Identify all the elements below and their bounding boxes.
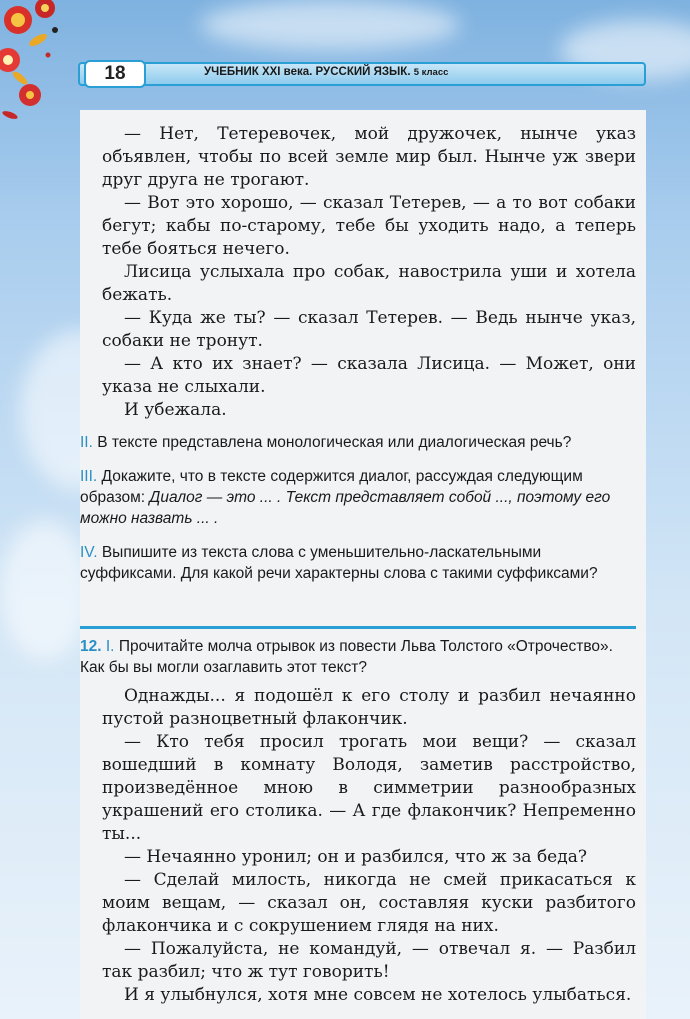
task-numeral: III.	[80, 468, 98, 485]
story-paragraph: — Нет, Тетеревочек, мой дружочек, нынче указ объявлен, чтобы по всей земле мир был. Нынче уж звери друг друга не трогают.	[102, 124, 636, 190]
exercise-number: 12.	[80, 638, 102, 655]
task-iv	[80, 542, 636, 584]
grade-label: 5 класс	[413, 67, 449, 78]
task-iii	[80, 466, 636, 529]
story-paragraph: — Сделай милость, никогда не смей прикасаться к моим вещам, — сказал он, составляя куски разбитого флакончика и с сокрушением глядя на них.	[102, 870, 636, 936]
task-text: В тексте представлена монологическая или диалогическая речь?	[97, 434, 572, 451]
story-excerpt-1	[102, 123, 636, 422]
book-title-text: УЧЕБНИК XXI века. РУССКИЙ ЯЗЫК.	[204, 66, 411, 78]
task-numeral: II.	[80, 434, 93, 451]
cloud	[200, 0, 460, 50]
story-paragraph: — Нечаянно уронил; он и разбился, что ж за беда?	[124, 847, 587, 867]
task-text: Докажите, что в тексте содержится диалог, рассуждая следующим образом:	[80, 468, 583, 506]
floral-ornament-icon	[0, 0, 80, 130]
task-text: Прочитайте молча отрывок из повести Льва Толстого «Отрочество». Как бы вы могли озаглавить этот текст?	[80, 638, 613, 676]
task-numeral: I.	[105, 638, 115, 655]
story-excerpt-2	[102, 685, 636, 1007]
task-ii	[80, 432, 636, 453]
story-paragraph: — Пожалуйста, не командуй, — отвечал я. — Разбил так разбил; что ж тут говорить!	[102, 939, 636, 982]
story-paragraph: — Кто тебя просил трогать мои вещи? — сказал вошедший в комнату Володя, заметив расстройство, произведённое мною в симметрии разнообразных украшений его столика. — А где флакончик? Непременно ты...	[102, 732, 636, 844]
section-divider	[80, 626, 636, 629]
story-paragraph: Лисица услыхала про собак, навострила уши и хотела бежать.	[102, 262, 636, 305]
page-number: 18	[84, 60, 146, 88]
story-paragraph: И я улыбнулся, хотя мне совсем не хотелось улыбаться.	[124, 985, 632, 1005]
task-text: Выпишите из текста слова с уменьшительно-ласкательными суффиксами. Для какой речи характерны слова с такими суффиксами?	[80, 544, 598, 582]
story-paragraph: — Вот это хорошо, — сказал Тетерев, — а то вот собаки бегут; кабы по-старому, тебе бы уходить надо, а теперь тебе бояться нечего.	[102, 193, 636, 259]
book-title	[204, 66, 448, 78]
story-paragraph: — Куда же ты? — сказал Тетерев. — Ведь нынче указ, собаки не тронут.	[102, 308, 636, 351]
task-italic-template: Диалог — это ... . Текст представляет собой ..., поэтому его можно назвать ... .	[80, 489, 611, 527]
story-paragraph: Однажды... я подошёл к его столу и разбил нечаянно пустой разноцветный флакончик.	[102, 686, 636, 729]
task-numeral: IV.	[80, 544, 98, 561]
story-paragraph: И убежала.	[124, 400, 227, 420]
cloud	[0, 520, 90, 660]
story-paragraph: — А кто их знает? — сказала Лисица. — Может, они указа не слыхали.	[102, 354, 636, 397]
task-12	[80, 636, 636, 678]
